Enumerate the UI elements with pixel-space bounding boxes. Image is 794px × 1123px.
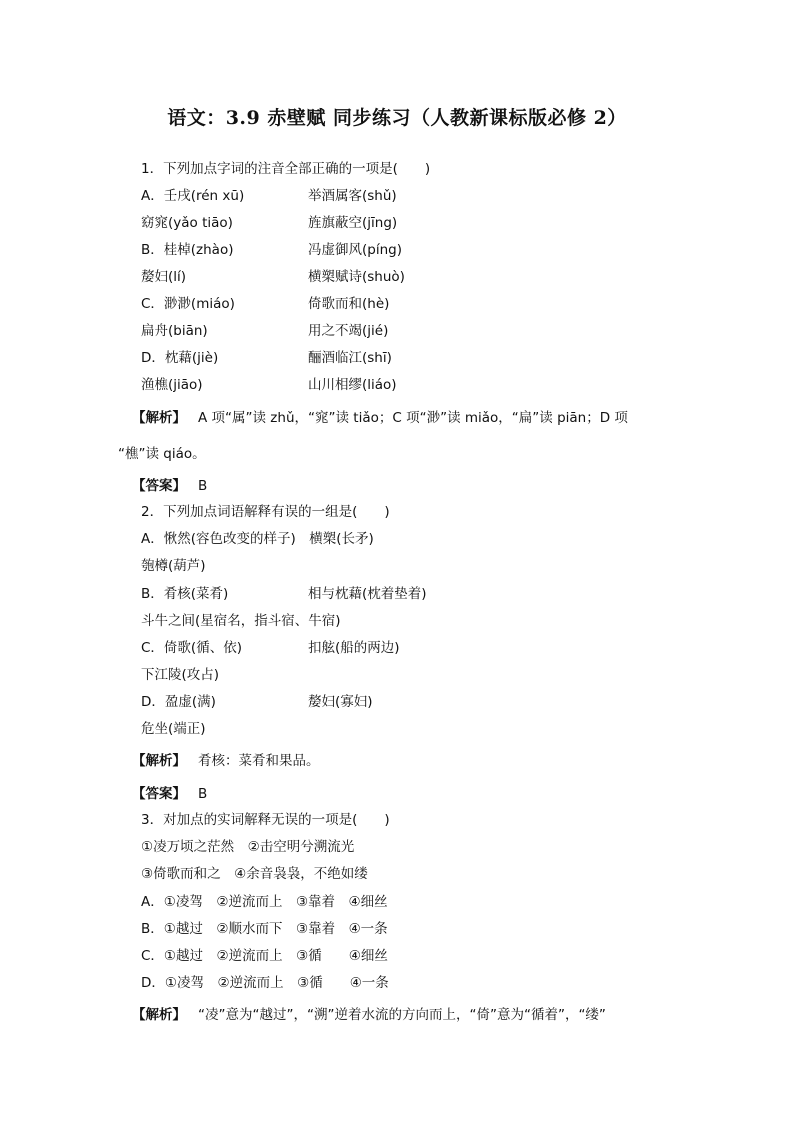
q2-option-b2: 斗牛之间(星宿名，指斗宿、牛宿) [141, 613, 341, 629]
analysis-tag: 【解析】 [132, 753, 186, 769]
q1-option-b-right: 冯虚御风(píng) [308, 242, 402, 258]
q3-option-b: B．①越过 ②顺水而下 ③靠着 ④一条 [141, 921, 388, 937]
q2-option-a: A．愀然(容色改变的样子) 横槊(长矛) [141, 531, 374, 547]
q1-option-d-right: 酾酒临江(shī) [308, 350, 392, 366]
q1-option-b-left: B．桂棹(zhào) [141, 242, 234, 258]
q3-option-a: A．①凌驾 ②逆流而上 ③靠着 ④细丝 [141, 894, 388, 910]
q2-option-c2: 下江陵(攻占) [141, 667, 220, 683]
q1-option-a-left: A．壬戌(rén xū) [141, 188, 245, 204]
answer-value: B [198, 478, 208, 494]
q2-option-d-right: 嫠妇(寡妇) [308, 694, 373, 710]
analysis-tag: 【解析】 [132, 410, 186, 426]
q3-item-1: ①凌万顷之茫然 ②击空明兮溯流光 [141, 839, 355, 855]
q1-option-a2-left: 窈窕(yǎo tiāo) [141, 215, 233, 231]
q1-option-a-right: 举酒属客(shǔ) [308, 188, 397, 204]
q2-option-b-right: 相与枕藉(枕着垫着) [308, 586, 427, 602]
q1-option-c-left: C．渺渺(miáo) [141, 296, 235, 312]
question-1-stem: 1．下列加点字词的注音全部正确的一项是( ) [141, 161, 431, 177]
q3-option-c: C．①越过 ②逆流而上 ③循 ④细丝 [141, 948, 388, 964]
analysis-text: A 项“属”读 zhǔ，“窕”读 tiǎo；C 项“渺”读 miǎo，“扁”读 piān；D 项 [198, 410, 628, 426]
q3-item-2: ③倚歌而和之 ④余音袅袅，不绝如缕 [141, 866, 368, 882]
q1-option-b2-right: 横槊赋诗(shuò) [308, 269, 405, 285]
q1-option-d2-right: 山川相缪(liáo) [308, 377, 397, 393]
q2-option-b-left: B．肴核(菜肴) [141, 586, 229, 602]
q1-analysis-cont: “樵”读 qiáo。 [118, 446, 206, 462]
q3-analysis [132, 1006, 606, 1024]
q2-option-a2: 匏樽(葫芦) [141, 558, 206, 574]
page-title: 语文：3.9 赤壁赋 同步练习（人教新课标版必修 2） [167, 107, 627, 129]
q3-option-d: D．①凌驾 ②逆流而上 ③循 ④一条 [141, 975, 389, 991]
q1-option-d2-left: 渔樵(jiāo) [141, 377, 203, 393]
q1-option-c-right: 倚歌而和(hè) [308, 296, 390, 312]
q2-answer [132, 785, 207, 803]
q1-option-d-left: D．枕藉(jiè) [141, 350, 219, 366]
question-3-stem: 3．对加点的实词解释无误的一项是( ) [141, 812, 390, 828]
q1-option-a2-right: 旌旗蔽空(jīng) [308, 215, 398, 231]
answer-tag: 【答案】 [132, 478, 186, 494]
q1-option-c2-left: 扁舟(biān) [141, 323, 208, 339]
answer-value: B [198, 786, 208, 802]
analysis-tag: 【解析】 [132, 1007, 186, 1023]
q2-option-d2: 危坐(端正) [141, 721, 206, 737]
q1-option-c2-right: 用之不竭(jié) [308, 323, 389, 339]
analysis-text: 肴核：菜肴和果品。 [198, 753, 320, 769]
q1-answer [132, 477, 207, 495]
answer-tag: 【答案】 [132, 786, 186, 802]
q2-option-c-left: C．倚歌(循、依) [141, 640, 242, 656]
q2-option-c-right: 扣舷(船的两边) [308, 640, 400, 656]
q2-option-d-left: D．盈虚(满) [141, 694, 216, 710]
q1-option-b2-left: 嫠妇(lí) [141, 269, 187, 285]
question-2-stem: 2．下列加点词语解释有误的一组是( ) [141, 504, 390, 520]
q2-analysis [132, 752, 320, 770]
q1-analysis [132, 409, 628, 427]
analysis-text: “凌”意为“越过”，“溯”逆着水流的方向而上，“倚”意为“循着”，“缕” [198, 1007, 606, 1023]
